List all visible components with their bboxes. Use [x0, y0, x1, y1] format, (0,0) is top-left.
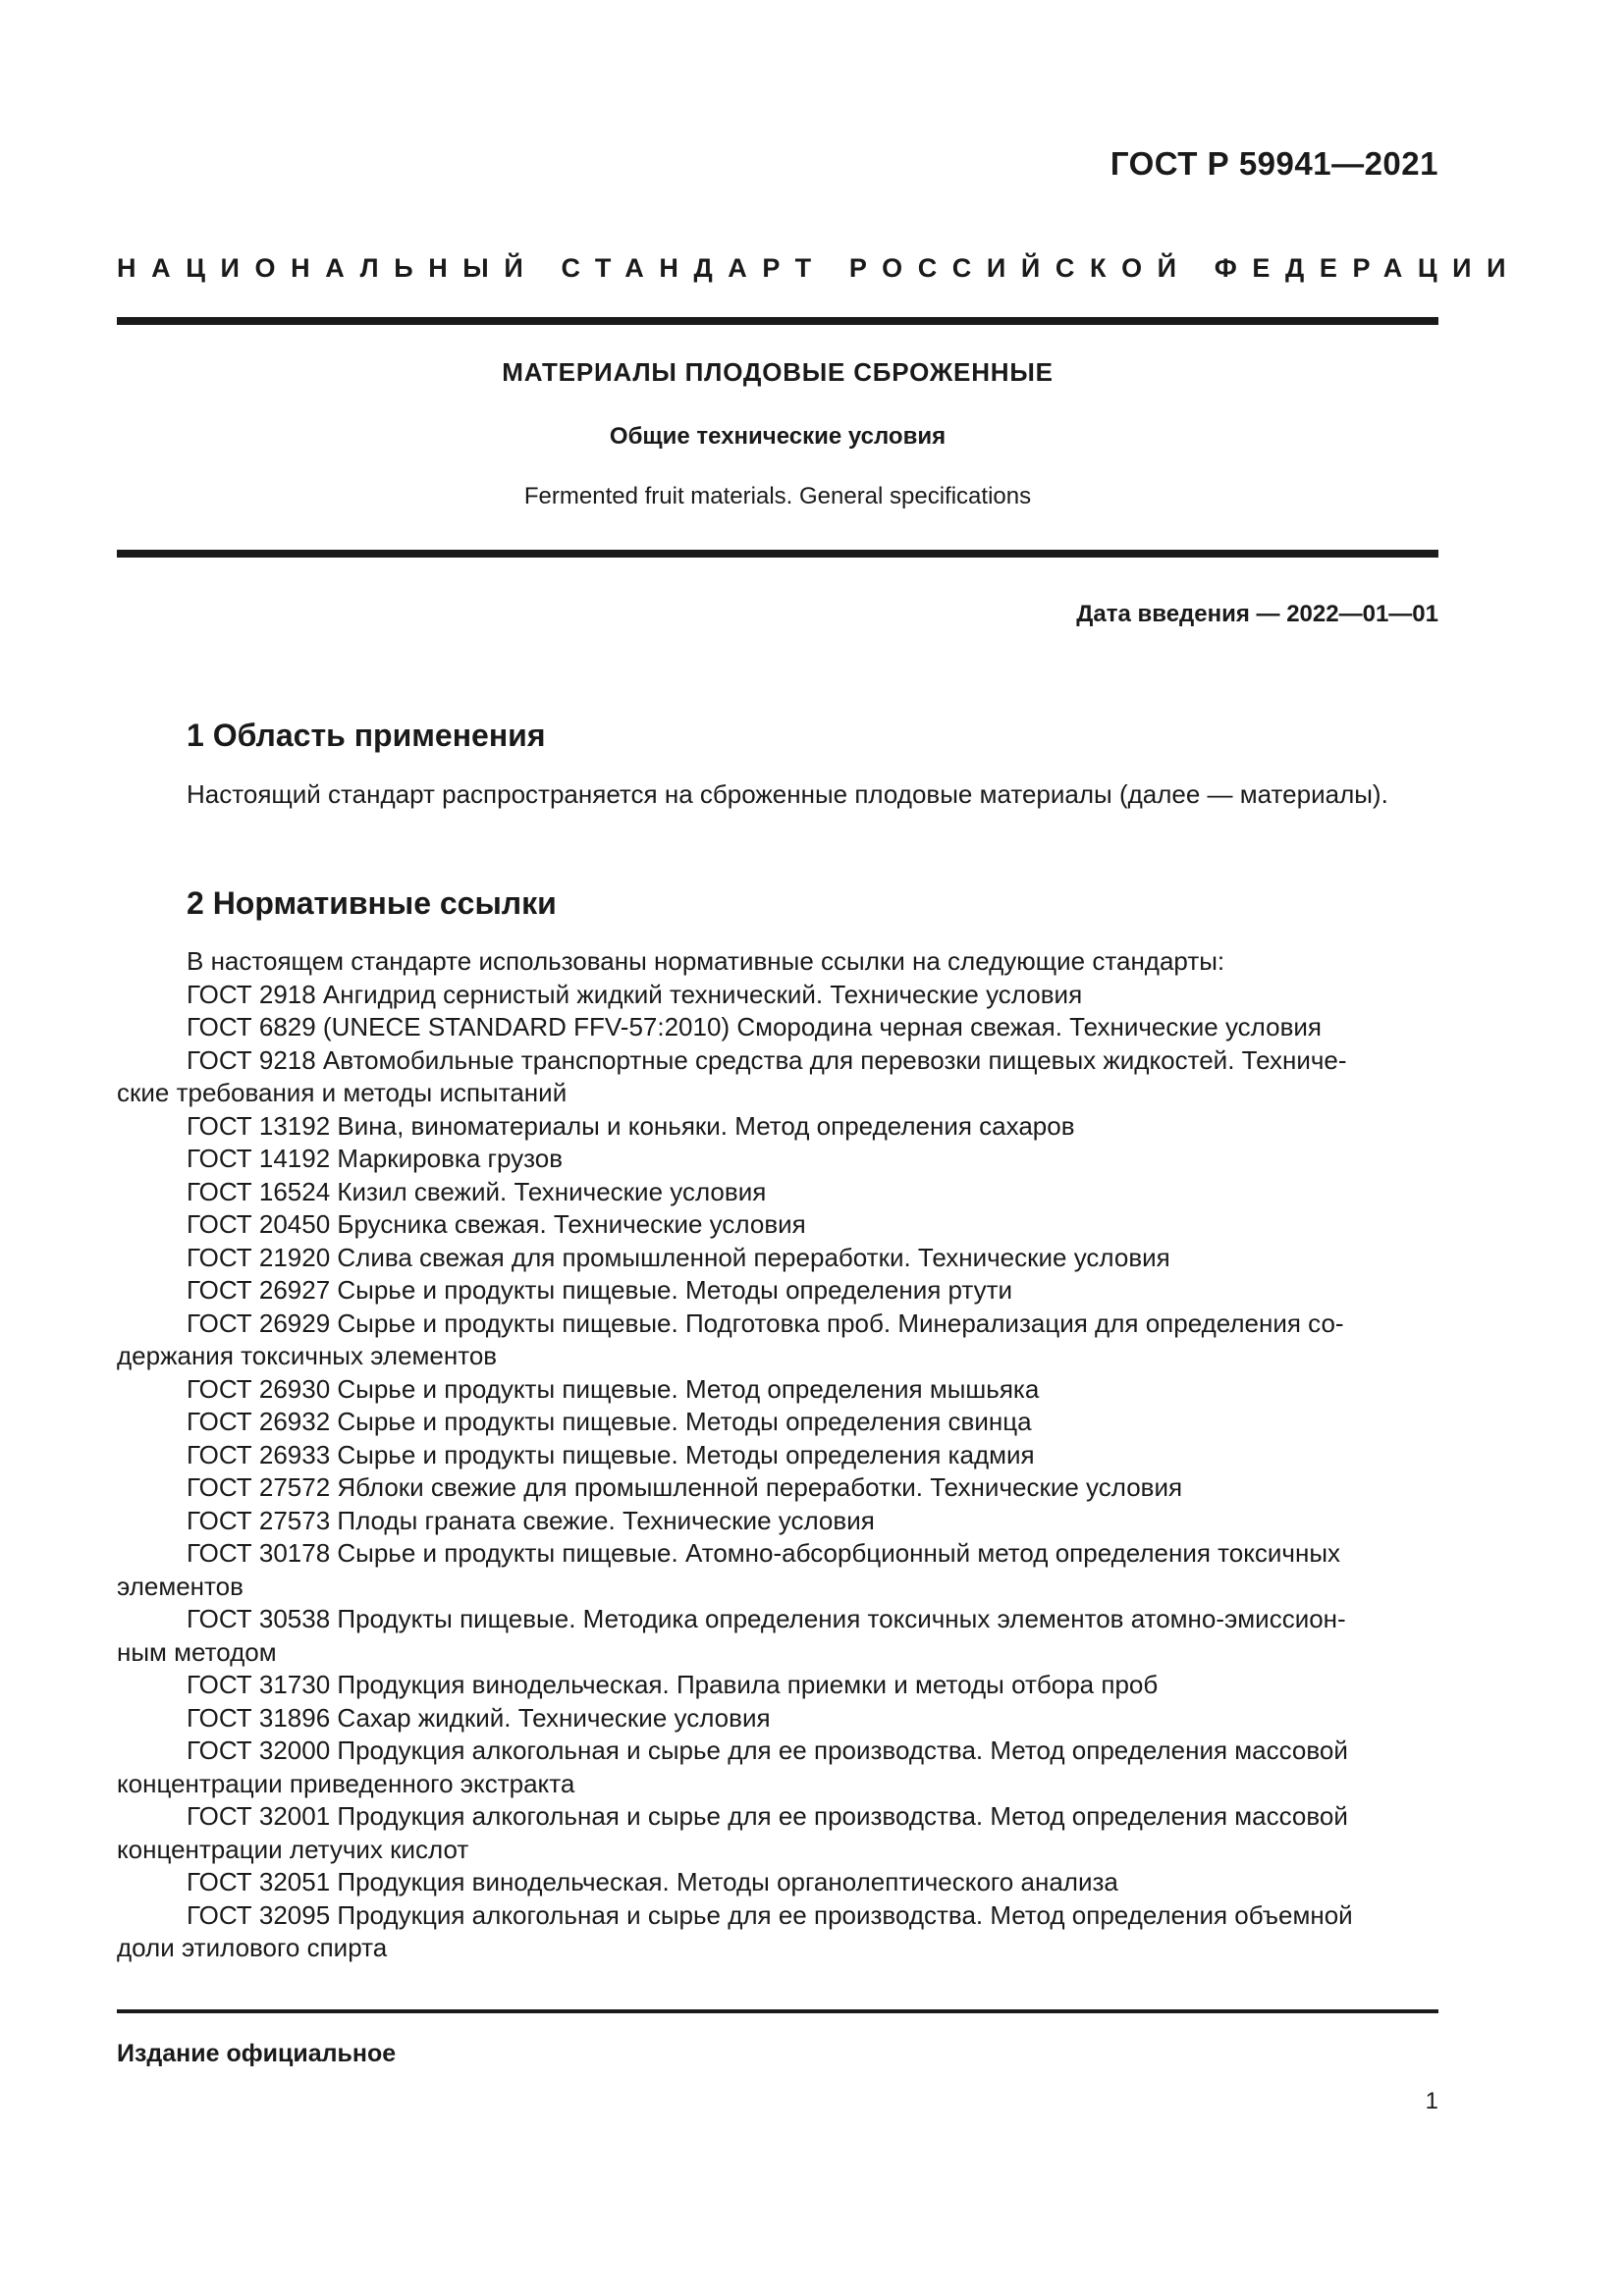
reference-line: ГОСТ 27572 Яблоки свежие для промышленной переработки. Технические условия — [187, 1472, 1183, 1502]
reference-line: концентрации летучих кислот — [117, 1834, 469, 1864]
reference-line: элементов — [117, 1571, 244, 1601]
edition-label: Издание официальное — [117, 2040, 397, 2067]
reference-line: ГОСТ 32051 Продукция винодельческая. Методы органолептического анализа — [187, 1867, 1118, 1896]
reference-line: ГОСТ 14192 Маркировка грузов — [187, 1144, 564, 1173]
reference-line: ГОСТ 6829 (UNECE STANDARD FFV-57:2010) Смородина черная свежая. Технические условия — [187, 1012, 1322, 1041]
section-1-heading: 1 Область применения — [187, 718, 546, 753]
reference-line: ГОСТ 27573 Плоды граната свежие. Технические условия — [187, 1505, 875, 1535]
reference-line: ГОСТ 32095 Продукция алкогольная и сырье для ее производства. Метод определения объемной — [187, 1899, 1353, 1930]
reference-line: В настоящем стандарте использованы нормативные ссылки на следующие стандарты: — [187, 946, 1225, 976]
document-number: ГОСТ Р 59941—2021 — [1110, 145, 1438, 182]
reference-line: ГОСТ 2918 Ангидрид сернистый жидкий технический. Технические условия — [187, 979, 1083, 1009]
reference-line: держания токсичных элементов — [117, 1341, 498, 1370]
reference-line: ГОСТ 26930 Сырье и продукты пищевые. Метод определения мышьяка — [187, 1373, 1040, 1404]
section-2-heading: 2 Нормативные ссылки — [187, 885, 557, 921]
reference-line: ГОСТ 21920 Слива свежая для промышленной переработки. Технические условия — [187, 1242, 1170, 1272]
reference-line: ГОСТ 31896 Сахар жидкий. Технические условия — [187, 1702, 771, 1733]
english-title: Fermented fruit materials. General specifications — [523, 483, 1032, 509]
reference-line: ГОСТ 26927 Сырье и продукты пищевые. Методы определения ртути — [187, 1275, 1013, 1305]
reference-line: ГОСТ 26932 Сырье и продукты пищевые. Методы определения свинца — [187, 1407, 1032, 1436]
introduction-date: Дата введения — 2022—01—01 — [1076, 601, 1438, 627]
reference-line: ГОСТ 30178 Сырье и продукты пищевые. Атомно-абсорбционный метод определения токсичных — [187, 1538, 1341, 1568]
document-title: МАТЕРИАЛЫ ПЛОДОВЫЕ СБРОЖЕННЫЕ — [502, 357, 1054, 387]
reference-line: доли этилового спирта — [117, 1933, 388, 1962]
reference-line: ГОСТ 32000 Продукция алкогольная и сырье для ее производства. Метод определения массовой — [187, 1735, 1348, 1765]
page-number: 1 — [1425, 2088, 1438, 2114]
reference-line: концентрации приведенного экстракта — [117, 1768, 575, 1798]
reference-line: ГОСТ 26929 Сырье и продукты пищевые. Подготовка проб. Минерализация для определения со- — [187, 1308, 1344, 1338]
reference-line: ГОСТ 26933 Сырье и продукты пищевые. Методы определения кадмия — [187, 1439, 1035, 1469]
reference-line: ГОСТ 32001 Продукция алкогольная и сырье для ее производства. Метод определения массовой — [187, 1801, 1348, 1831]
footer-divider — [117, 2009, 1438, 2013]
national-standard-heading: НАЦИОНАЛЬНЫЙ СТАНДАРТ РОССИЙСКОЙ ФЕДЕРАЦИИ — [117, 253, 1522, 283]
normative-references-list — [117, 945, 1438, 1965]
section-1-text: Настоящий стандарт распространяется на сброженные плодовые материалы (далее — материалы). — [187, 779, 1388, 809]
reference-line: ным методом — [117, 1636, 277, 1667]
document-subtitle: Общие технические условия — [609, 423, 947, 450]
reference-line: ские требования и методы испытаний — [117, 1078, 568, 1107]
reference-line: ГОСТ 9218 Автомобильные транспортные средства для перевозки пищевых жидкостей. Техниче- — [187, 1044, 1347, 1075]
reference-line: ГОСТ 16524 Кизил свежий. Технические условия — [187, 1176, 767, 1206]
top-divider — [117, 317, 1438, 325]
reference-line: ГОСТ 13192 Вина, виноматериалы и коньяки. Метод определения сахаров — [187, 1110, 1075, 1141]
title-divider — [117, 550, 1438, 558]
reference-line: ГОСТ 31730 Продукция винодельческая. Правила приемки и методы отбора проб — [187, 1670, 1159, 1699]
reference-line: ГОСТ 20450 Брусника свежая. Технические условия — [187, 1209, 806, 1239]
reference-line: ГОСТ 30538 Продукты пищевые. Методика определения токсичных элементов атомно-эмиссион- — [187, 1604, 1346, 1633]
